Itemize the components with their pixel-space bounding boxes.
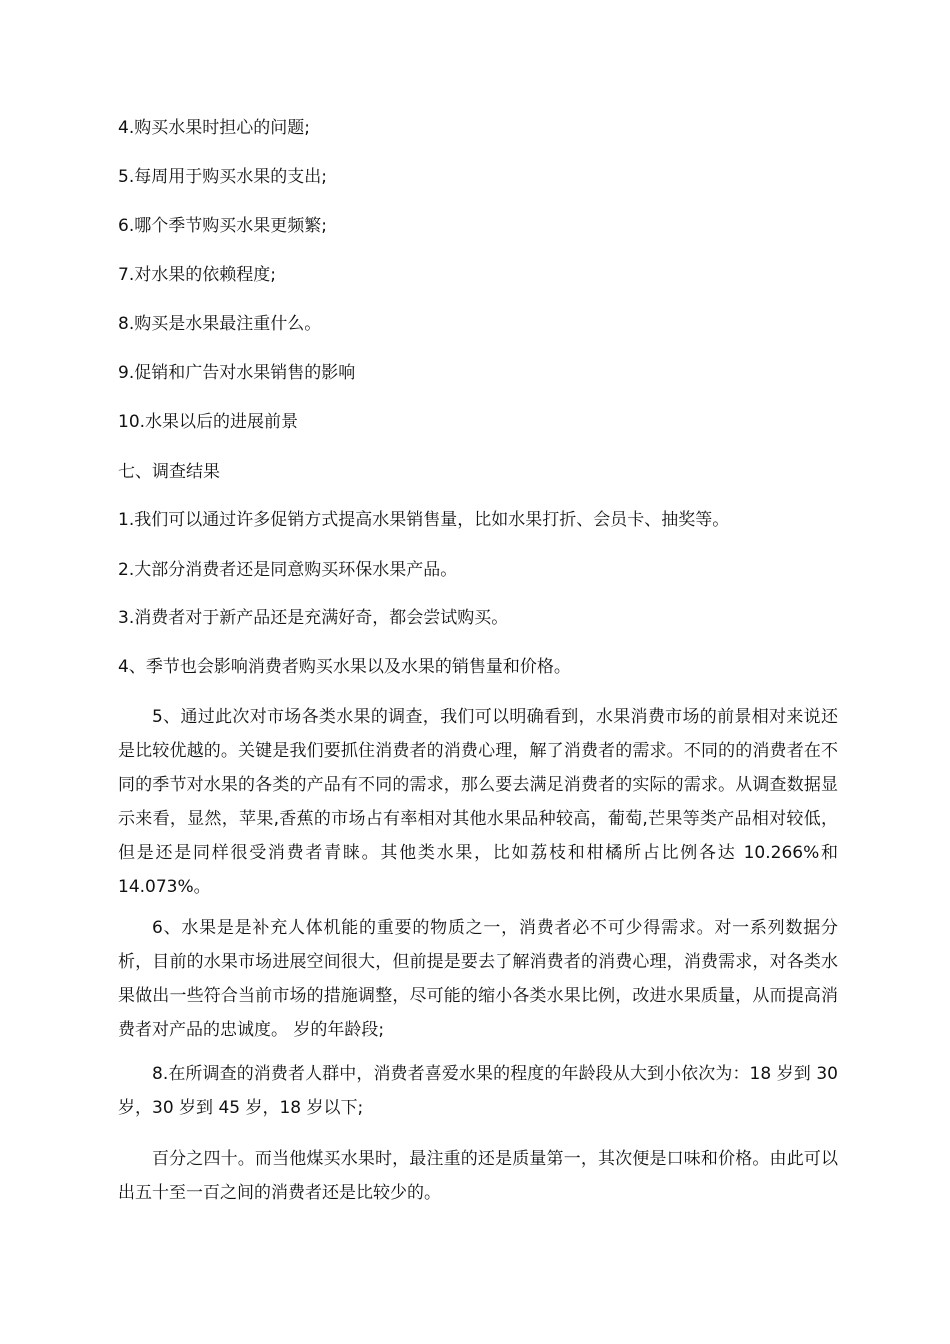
survey-item-7: 7.对水果的依赖程度; — [118, 265, 276, 285]
survey-item-6: 6.哪个季节购买水果更频繁; — [118, 216, 327, 236]
section-heading-results: 七、调查结果 — [118, 462, 220, 482]
result-item-3: 3.消费者对于新产品还是充满好奇，都会尝试购买。 — [118, 608, 509, 628]
result-paragraph-6: 6、水果是是补充人体机能的重要的物质之一，消费者必不可少得需求。对一系列数据分析，目前的水果市场进展空间很大，但前提是要去了解消费者的消费心理，消费需求，对各类水果做出一些符合当前市场的措施调整，尽可能的缩小各类水果比例，改进水果质量，从而提高消费者对产品的忠诚度。 岁的年龄段; — [118, 918, 838, 1040]
survey-item-5: 5.每周用于购买水果的支出; — [118, 167, 327, 187]
survey-item-9: 9.促销和广告对水果销售的影响 — [118, 363, 356, 383]
result-paragraph-8: 8.在所调查的消费者人群中，消费者喜爱水果的程度的年龄段从大到小依次为：18 岁到 30 岁，30 岁到 45 岁，18 岁以下; — [118, 1064, 838, 1118]
result-paragraph-5: 5、通过此次对市场各类水果的调查，我们可以明确看到，水果消费市场的前景相对来说还是比较优越的。关键是我们要抓住消费者的消费心理，解了消费者的需求。不同的的消费者在不同的季节对水果的各类的产品有不同的需求，那么要去满足消费者的实际的需求。从调查数据显示来看，显然，苹果,香蕉的市场占有率相对其他水果品种较高，葡萄,芒果等类产品相对较低，但是还是同样很受消费者青睐。其他类水果，比如荔枝和柑橘所占比例各达 10.266%和 14.073%。 — [118, 707, 838, 897]
result-item-4: 4、季节也会影响消费者购买水果以及水果的销售量和价格。 — [118, 657, 571, 677]
survey-item-10: 10.水果以后的进展前景 — [118, 412, 299, 432]
result-item-1: 1.我们可以通过许多促销方式提高水果销售量，比如水果打折、会员卡、抽奖等。 — [118, 510, 730, 530]
closing-paragraph: 百分之四十。而当他煤买水果时，最注重的还是质量第一，其次便是口味和价格。由此可以出五十至一百之间的消费者还是比较少的。 — [118, 1149, 838, 1203]
result-item-2: 2.大部分消费者还是同意购买环保水果产品。 — [118, 560, 458, 580]
survey-item-8: 8.购买是水果最注重什么。 — [118, 314, 322, 334]
survey-item-4: 4.购买水果时担心的问题; — [118, 118, 310, 138]
